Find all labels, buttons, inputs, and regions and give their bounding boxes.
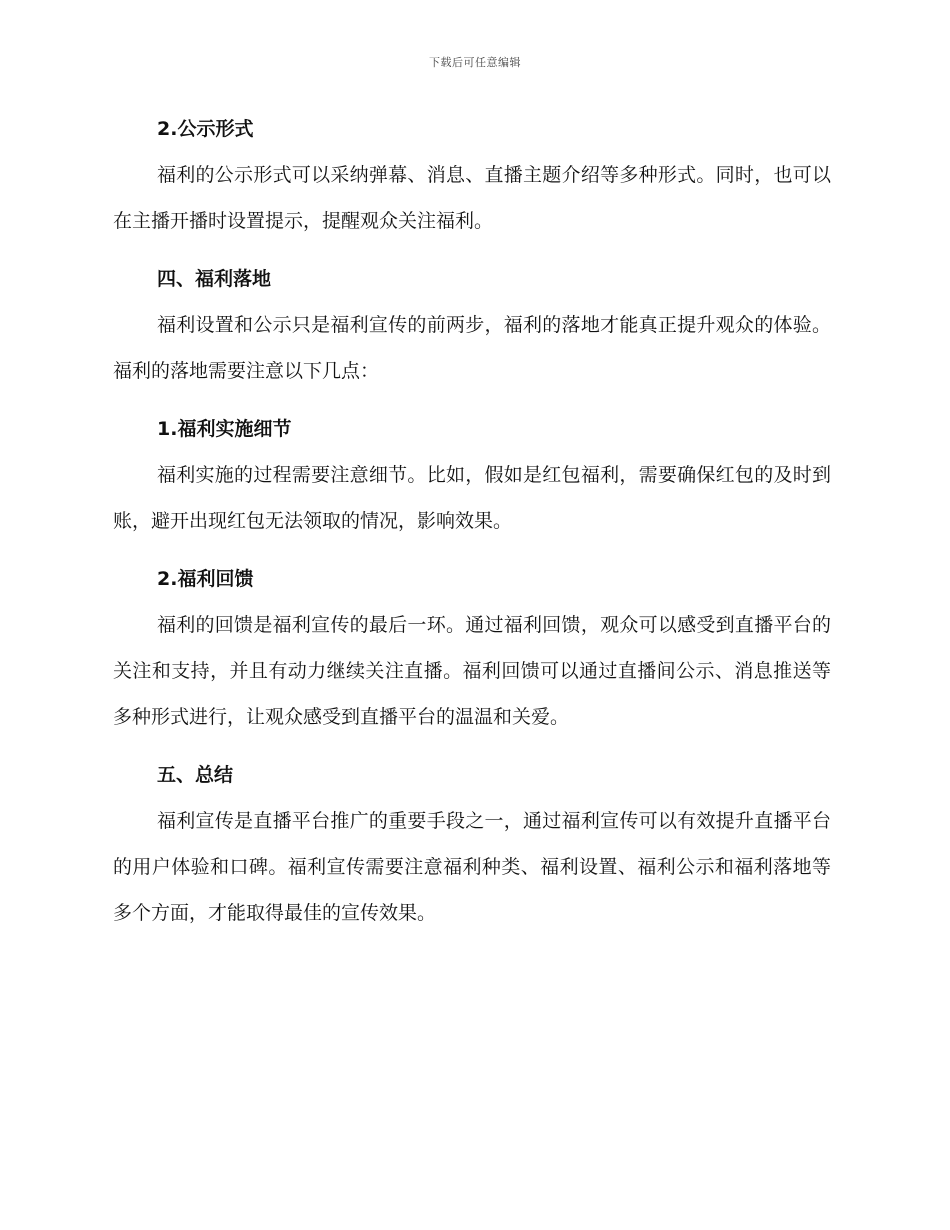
page-header: 下载后可任意编辑 <box>429 56 521 69</box>
paragraph-implementation-details: 福利实施的过程需要注意细节。比如，假如是红包福利，需要确保红包的及时到账，避开出现红包无法领取的情况，影响效果。 <box>113 464 831 532</box>
heading-summary: 五、总结 <box>157 764 234 786</box>
paragraph-benefit-landing: 福利设置和公示只是福利宣传的前两步，福利的落地才能真正提升观众的体验。福利的落地需要注意以下几点： <box>113 314 831 382</box>
paragraph-publicity-form: 福利的公示形式可以采纳弹幕、消息、直播主题介绍等多种形式。同时，也可以在主播开播时设置提示，提醒观众关注福利。 <box>113 164 831 232</box>
heading-implementation-details: 1.福利实施细节 <box>157 418 292 440</box>
heading-benefit-feedback: 2.福利回馈 <box>157 568 254 590</box>
paragraph-summary: 福利宣传是直播平台推广的重要手段之一，通过福利宣传可以有效提升直播平台的用户体验和口碑。福利宣传需要注意福利种类、福利设置、福利公示和福利落地等多个方面，才能取得最佳的宣传效果。 <box>113 810 831 924</box>
heading-benefit-landing: 四、福利落地 <box>157 268 272 290</box>
document-body <box>113 106 831 948</box>
heading-publicity-form: 2.公示形式 <box>157 118 254 140</box>
paragraph-benefit-feedback: 福利的回馈是福利宣传的最后一环。通过福利回馈，观众可以感受到直播平台的关注和支持，并且有动力继续关注直播。福利回馈可以通过直播间公示、消息推送等多种形式进行，让观众感受到直播平台的温温和关爱。 <box>113 614 831 728</box>
